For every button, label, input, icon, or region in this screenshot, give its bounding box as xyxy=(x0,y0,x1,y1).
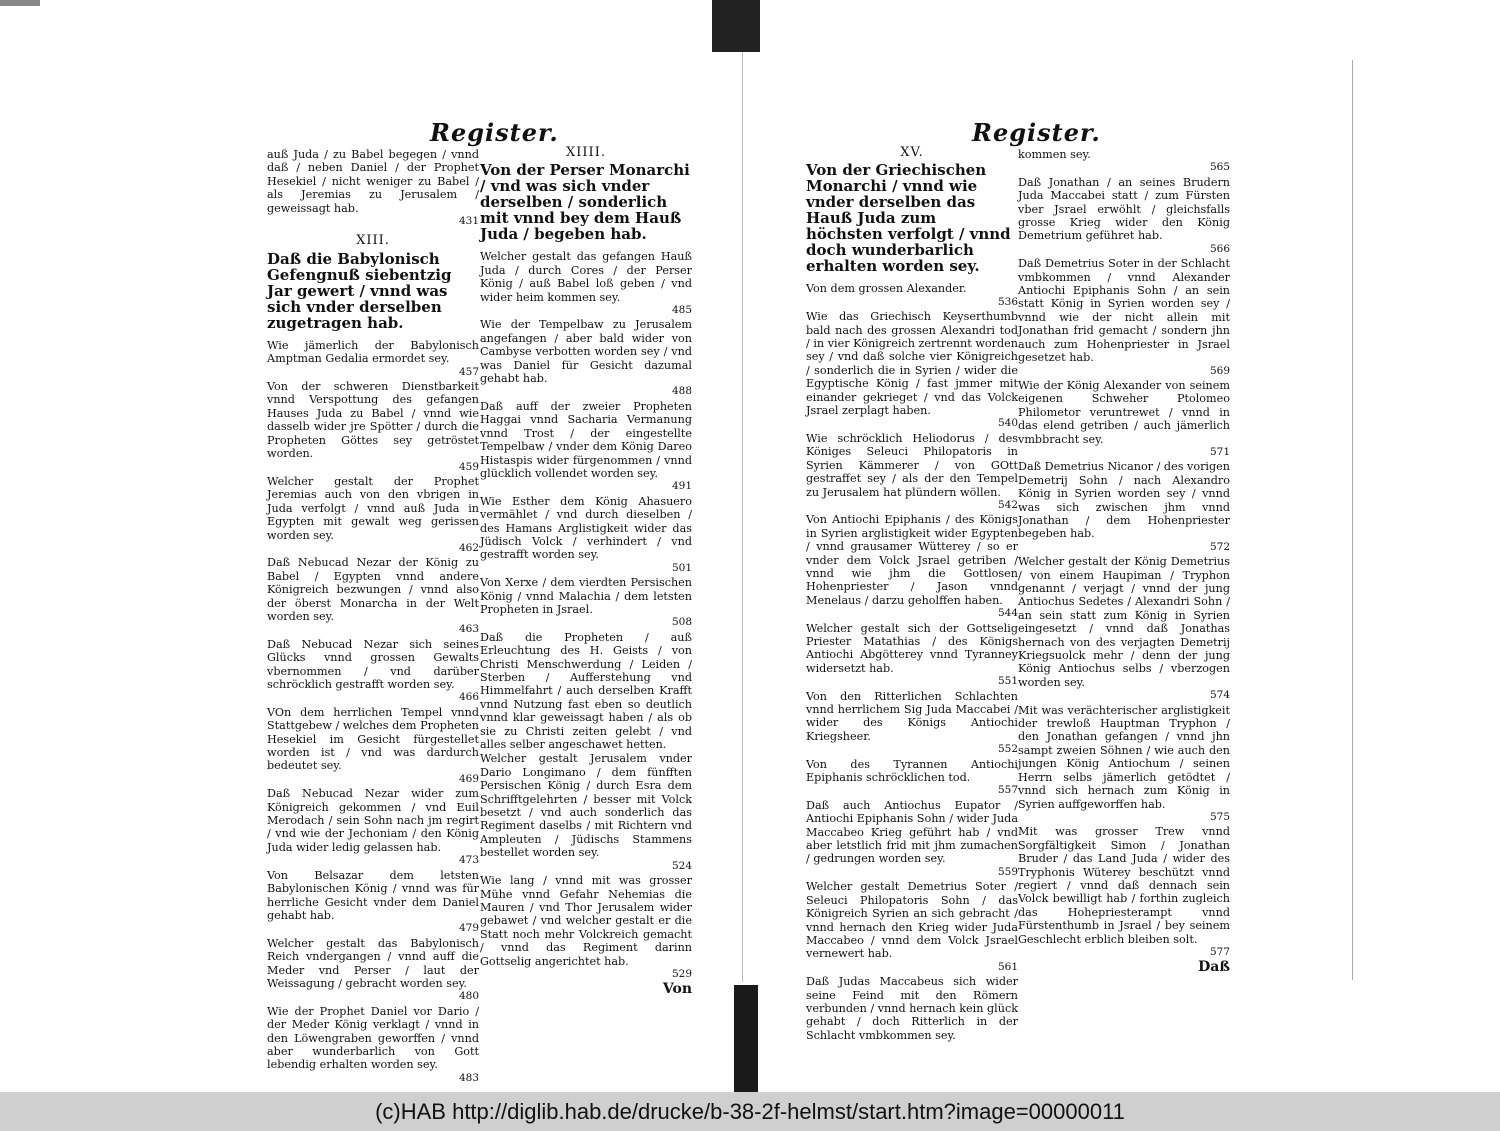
register-entry: Von Antiochi Epiphanis / des Königs in Syrien arglistigkeit wider Egypten / vnnd grausamer Wütterey / so er vnder dem Volck Jsrael getriben / vnnd wie jhm die Gottlosen Hohenpriester / Jason vnnd Menelaus / darzu geholffen haben. 544 xyxy=(806,513,1018,620)
section-heading: Daß die Babylonisch Gefengnuß siebentzig Jar gewert / vnnd was sich vnder derselben zugetragen hab. xyxy=(267,249,452,332)
page-edge-right xyxy=(1352,60,1363,980)
register-entry: Wie jämerlich der Babylonisch Amptman Gedalia ermordet sey. 457 xyxy=(267,338,479,378)
register-entry: Von den Ritterlichen Schlachten vnnd herrlichem Sig Juda Maccabei / wider des Königs Antiochi Kriegsheer. 552 xyxy=(806,689,1018,756)
gutter-line xyxy=(742,52,743,982)
register-entry: Welcher gestalt Demetrius Soter / Seleuci Philopatoris Sohn / das Königreich Syrien an sich gebracht / vnnd hernach den Krieg wider Juda Maccabeo / vnnd dem Volck Jsrael vernewert hab. 561 xyxy=(806,880,1018,973)
register-entry: Wie das Griechisch Keyserthumb bald nach des grossen Alexandri tod / in vier Königreich zertrennt worden sey / vnd daß solche vier Königreich / sonderlich die in Syrien / wider die Egyptische König / fast jmmer mit einander gekrieget / vnd das Volck Jsrael zerplagt haben. 540 xyxy=(806,310,1018,430)
register-entry: Von Xerxe / dem vierdten Persischen König / vnnd Malachia / dem letsten Propheten in Jsrael. 508 xyxy=(480,576,692,629)
register-entry: Welcher gestalt sich der Gottselig Priester Matathias / des Königs Antiochi Abgötterey vnnd Tyranney widersetzt hab. 551 xyxy=(806,621,1018,688)
register-entry: Von des Tyrannen Antiochi Epiphanis schröcklichen tod. 557 xyxy=(806,757,1018,797)
section-number: XV. xyxy=(900,145,924,160)
right-page xyxy=(800,0,1230,1092)
running-head: Register. xyxy=(972,118,1101,147)
register-entry: Daß Judas Maccabeus sich wider seine Feind mit den Römern verbunden / vnnd hernach kein glück gehabt / doch Ritterlich in der Schlacht vmbkommen sey. xyxy=(806,975,1018,1042)
running-head: Register. xyxy=(430,118,559,147)
register-entry: VOn dem herrlichen Tempel vnnd Stattgebew / welches dem Propheten Hesekiel im Gesicht fürgestellet worden ist / vnd was dardurch bedeutet sey. 469 xyxy=(267,705,479,785)
register-entry: Daß Jonathan / an seines Brudern Juda Maccabei statt / zum Fürsten vber Jsrael erwöhlt / gleichsfalls grosse Krieg wider den König Demetrium geführet hab. 566 xyxy=(1018,175,1230,255)
footer-url-text: (c)HAB http://diglib.hab.de/drucke/b-38-2f-helmst/start.htm?image=00000011 xyxy=(375,1099,1125,1124)
register-entry: Von Belsazar dem letsten Babylonischen König / vnnd was für herrliche Gesicht vnder dem Daniel gehabt hab. 479 xyxy=(267,868,479,935)
register-entry: Wie lang / vnnd mit was grosser Mühe vnnd Gefahr Nehemias die Mauren / vnd Thor Jerusalem wider gebawet / vnd welcher gestalt er die Statt noch mehr Volckreich gemacht / vnnd das Regiment darinn Gottselig angerichtet hab. 529 xyxy=(480,874,692,980)
register-entry: Wie schröcklich Heliodorus / des Königes Seleuci Philopatoris in Syrien Kämmerer / von GOtt gestraffet sey / als der den Tempel zu Jerusalem hat plündern wöllen. 542 xyxy=(806,431,1018,511)
catchword: Daß xyxy=(1198,959,1230,976)
register-entry: Welcher gestalt das Babylonisch Reich vndergangen / vnnd auff die Meder vnd Perser / laut der Weissagung / gebracht worden sey. 480 xyxy=(267,936,479,1003)
register-entry: Mit was grosser Trew vnnd Sorgfältigkeit Simon / Jonathan Bruder / das Land Juda / wider des Tryphonis Wüterey beschützt vnnd regiert / vnnd daß dennach sein Volck bewilligt hab / forthin zugleich das Hohepriesterampt vnnd Fürstenthumb in Jsrael / bey seinem Geschlecht erblich bleiben solt. 577 xyxy=(1018,825,1230,958)
section-heading: Von der Griechischen Monarchi / vnnd wie vnder derselben das Hauß Juda zum höchsten verfolgt / vnnd doch wunderbarlich erhalten worden sey. xyxy=(806,161,1011,276)
register-entry: Daß Nebucad Nezar wider zum Königreich gekommen / vnd Euil Merodach / sein Sohn nach jm regirt / vnd wie der Jechoniam / den König Juda wider ledig gelassen hab. 473 xyxy=(267,787,479,867)
register-entry: Welcher gestalt Jerusalem vnder Dario Longimano / dem fünfften Persischen König / durch Esra dem Schrifftgelehrten / besser mit Volck besetzt / vnd auch sonderlich das Regiment daselbs / mit Richtern vnd Ampleuten / Jüdischs Stammens bestellet worden sey. 524 xyxy=(480,752,692,872)
register-entry: Wie Esther dem König Ahasuero vermählet / vnd durch dieselben / des Hamans Arglistigkeit wider das Jüdisch Volck / verhindert / vnd gestrafft worden sey. 501 xyxy=(480,494,692,574)
register-entry: Welcher gestalt das gefangen Hauß Juda / durch Cores / der Perser König / auß Babel loß geben / vnd wider heim kommen sey. 485 xyxy=(480,250,692,317)
left-page-column-1 xyxy=(267,148,479,1086)
register-entry: Daß auch Antiochus Eupator / Antiochi Epiphanis Sohn / wider Juda Maccabeo Krieg geführt hab / vnd aber letstlich frid mit jhm zumachen / gedrungen worden sey. 559 xyxy=(806,798,1018,878)
gutter-shadow-bottom xyxy=(734,985,758,1092)
left-page xyxy=(255,0,695,1092)
entry-list xyxy=(267,339,479,1085)
register-entry: Daß Demetrius Nicanor / des vorigen Demetrij Sohn / nach Alexandro König in Syrien worden sey / vnnd was sich zwischen jhm vnnd Jonathan / dem Hohenpriester begeben hab. 572 xyxy=(1018,460,1230,553)
register-entry: Wie der König Alexander von seinem eigenen Schweher Ptolomeo Philometor veruntrewet / vnnd in das elend getriben / auch jämerlich vmbbracht sey. 571 xyxy=(1018,378,1230,458)
entry-list xyxy=(1018,176,1230,960)
register-entry: Wie der Tempelbaw zu Jerusalem angefangen / aber bald wider von Cambyse verbotten worden sey / vnd was Daniel für Gesicht dazumal gehabt hab. 488 xyxy=(480,318,692,398)
section-number: XIIII. xyxy=(566,145,606,160)
entry-list xyxy=(480,250,692,981)
register-entry: Daß Nebucad Nezar sich seines Glücks vnnd grossen Gewalts vbernommen / vnd darüber schröcklich gestrafft worden sey. 466 xyxy=(267,637,479,704)
register-entry: Mit was verächterischer arglistigkeit der trewloß Hauptman Tryphon / den Jonathan gefangen / vnnd jhn sampt zweien Söhnen / wie auch den jungen König Antiochum / seinen Herrn selbs jämerlich getödtet / vnnd sich hernach zum König in Syrien auffgeworffen hab. 575 xyxy=(1018,703,1230,823)
scan-corner-mark xyxy=(0,0,40,6)
right-page-column-1 xyxy=(806,140,1018,1043)
register-entry: Welcher gestalt der König Demetrius / von einem Haupiman / Tryphon genannt / verjagt / vnnd der jung Antiochus Sedetes / Alexandri Sohn / an sein statt zum König in Syrien eingesetzt / vnnd daß Jonathas hernach von des verjagten Demetrij Kriegsuolck mehr / denn der jung König Antiochus selbs / vberzogen worden sey. 574 xyxy=(1018,555,1230,702)
gutter-shadow-top xyxy=(712,0,760,52)
copyright-footer xyxy=(0,1092,1500,1131)
section-number: XIII. xyxy=(356,233,390,249)
entry-list xyxy=(806,282,1018,1042)
section-heading: Von der Perser Monarchi / vnd was sich vnder derselben / sonderlich mit vnnd bey dem Hauß Juda / begeben hab. xyxy=(480,161,690,244)
catchword: Von xyxy=(662,981,692,998)
register-entry: Daß Nebucad Nezar der König zu Babel / Egypten vnnd andere Königreich bezwungen / vnnd also der öberst Monarcha in der Welt worden sey. 463 xyxy=(267,556,479,636)
register-entry: Daß Demetrius Soter in der Schlacht vmbkommen / vnnd Alexander Antiochi Epiphanis Sohn / an sein statt König in Syrien worden sey / vnnd wie der nicht allein mit Jonathan frid gemacht / sondern jhn auch zum Hohenpriester in Jsrael gesetzet hab. 569 xyxy=(1018,257,1230,377)
register-entry: Wie der Prophet Daniel vor Dario / der Meder König verklagt / vnnd in den Löwengraben geworffen / vnnd aber wunderbarlich von Gott lebendig erhalten worden sey. 483 xyxy=(267,1004,479,1084)
continuation-entry: auß Juda / zu Babel begegen / vnnd daß / neben Daniel / der Prophet Hesekiel / nicht weniger zu Babel / als Jeremias zu Jerusalem / geweissagt hab. 431 xyxy=(267,148,479,228)
left-page-column-2 xyxy=(480,140,692,997)
register-entry: Daß die Propheten / auß Erleuchtung des H. Geists / von Christi Menschwerdung / Leiden / Sterben / Aufferstehung vnd Himmelfahrt / auch derselben Krafft vnnd Nutzung fast eben so deutlich vnnd klar geweissagt haben / als ob sie zu Christi zeiten gelebt / vnd alles selber angeschawet hetten. xyxy=(480,630,692,752)
right-page-column-2 xyxy=(1018,148,1230,975)
register-entry: Welcher gestalt der Prophet Jeremias auch von den vbrigen in Juda verfolgt / vnnd auß Juda in Egypten mit gewalt weg gerissen worden sey. 462 xyxy=(267,474,479,554)
register-entry: Daß auff der zweier Propheten Haggai vnnd Sacharia Vermanung vnnd Trost / der eingestellte Tempelbaw / vnder dem König Dareo Histaspis wider fürgenommen / vnnd glücklich vollendet worden sey. 491 xyxy=(480,399,692,493)
register-entry: Von dem grossen Alexander. 536 xyxy=(806,282,1018,308)
register-entry: Von der schweren Dienstbarkeit vnnd Verspottung des gefangen Hauses Juda zu Babel / vnnd wie dasselb wider jre Spötter / durch die Propheten Göttes sey getröstet worden. 459 xyxy=(267,380,479,473)
continuation-entry: kommen sey. 565 xyxy=(1018,148,1230,174)
